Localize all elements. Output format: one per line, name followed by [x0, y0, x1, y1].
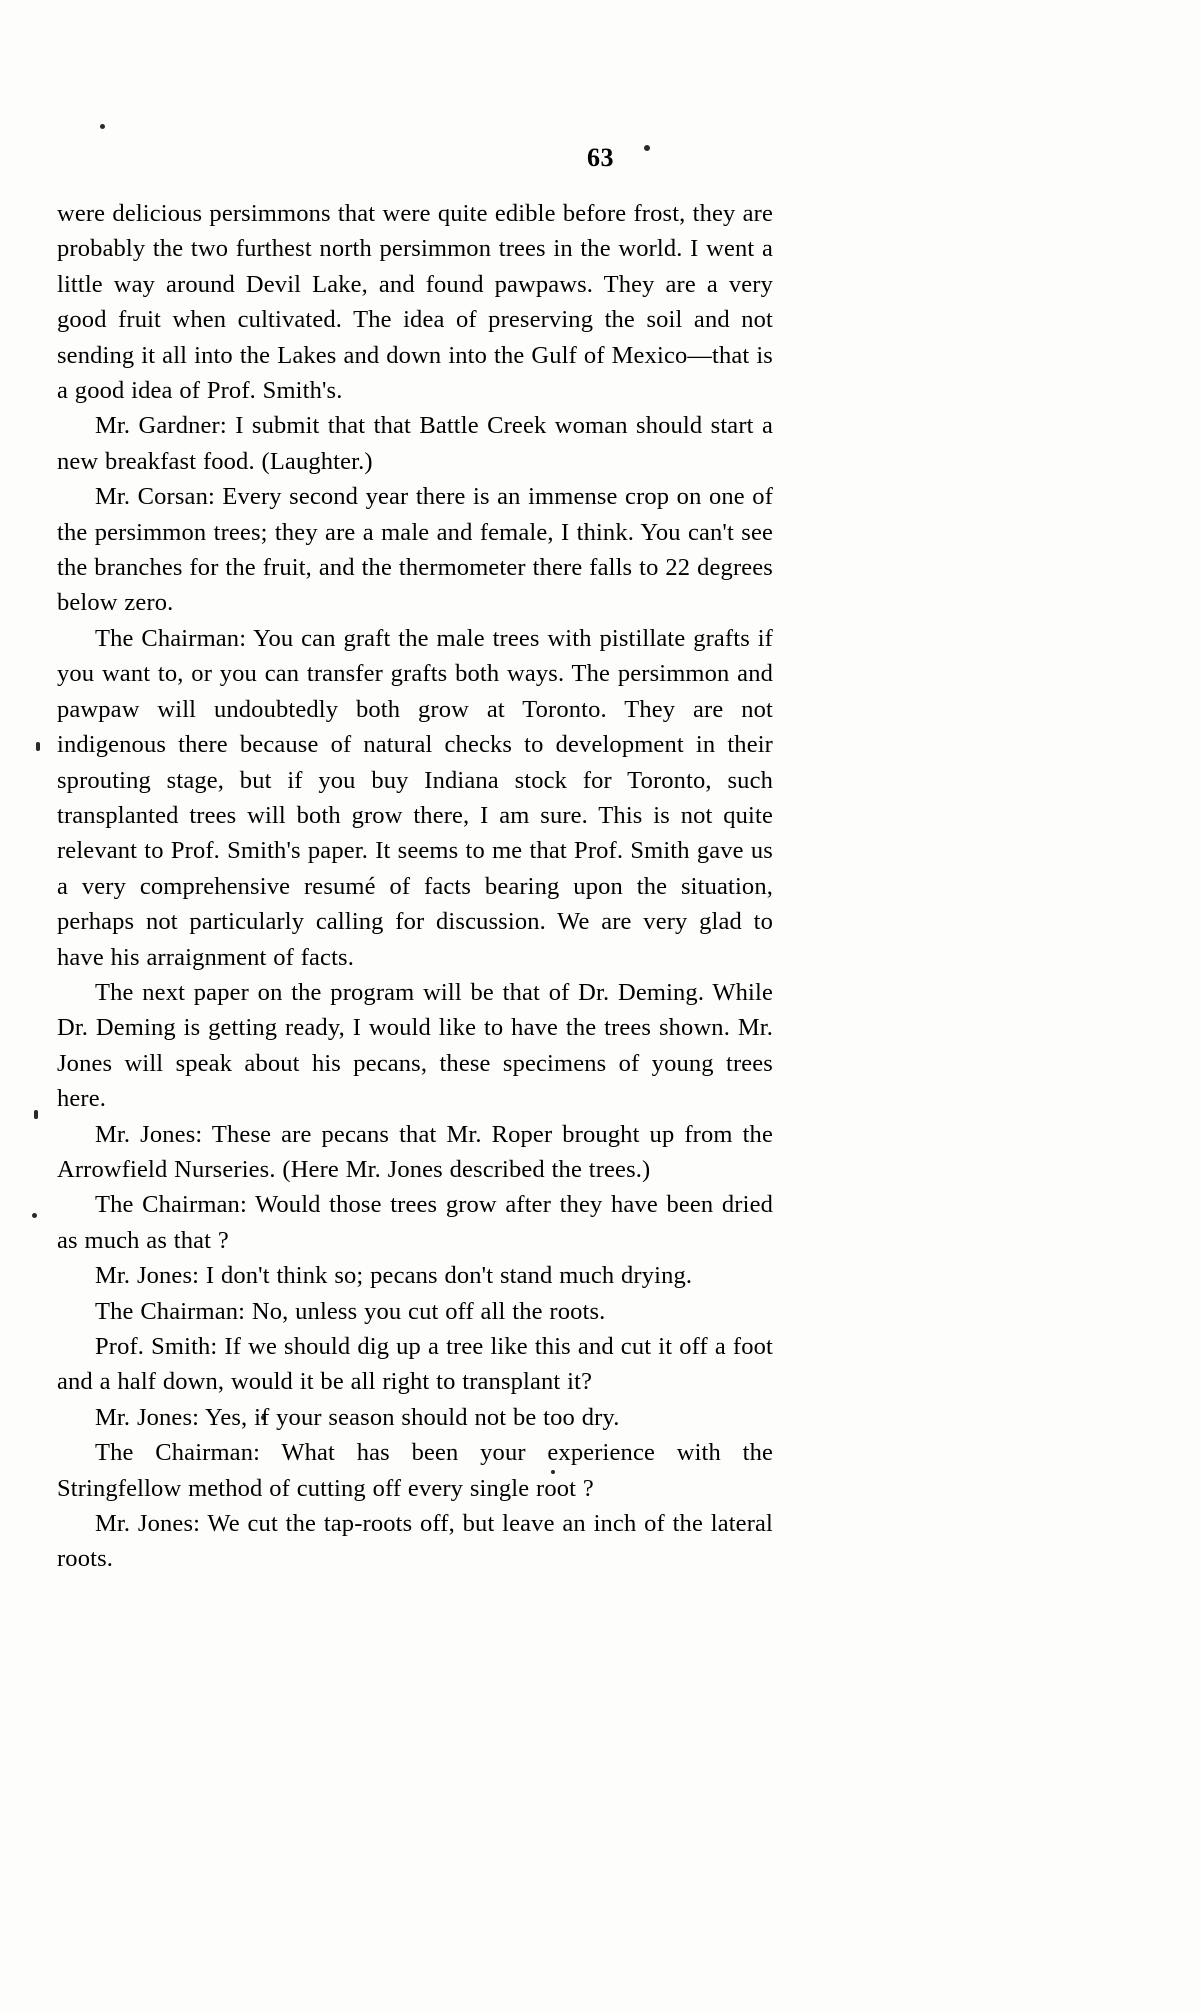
page-speck	[34, 1110, 38, 1119]
page-speck	[36, 742, 40, 751]
paragraph: Mr. Jones: I don't think so; pecans don't stand much drying.	[95, 1262, 693, 1290]
page-speck	[32, 1213, 37, 1218]
paragraph: Mr. Gardner: I submit that that Battle Creek woman should start a new breakfast food. (Laughter.)	[57, 412, 773, 475]
paragraph: Mr. Jones: These are pecans that Mr. Roper brought up from the Arrowfield Nurseries. (Here Mr. Jones described the trees.)	[57, 1120, 773, 1183]
paragraph: The Chairman: No, unless you cut off all the roots.	[95, 1297, 606, 1325]
paragraph: The Chairman: What has been your experience with the Stringfellow method of cutting off every single root ?	[57, 1439, 773, 1502]
page-body	[57, 196, 773, 1577]
paragraph: Mr. Jones: We cut the tap-roots off, but leave an inch of the lateral roots.	[57, 1510, 773, 1573]
paragraph: Mr. Jones: Yes, if your season should not be too dry.	[95, 1403, 620, 1431]
paragraph: were delicious persimmons that were quite edible before frost, they are probably the two furthest north persimmon trees in the world. I went a little way around Devil Lake, and found pawpaws. They are a very good fruit when cultivated. The idea of preserving the soil and not sending it all into the Lakes and down into the Gulf of Mexico—that is a good idea of Prof. Smith's.	[57, 200, 773, 405]
page-number: 63	[587, 143, 614, 172]
paragraph: The Chairman: You can graft the male trees with pistillate grafts if you want to, or you can transfer grafts both ways. The persimmon and pawpaw will undoubtedly both grow at Toronto. They are not indigenous there because of natural checks to development in their sprouting stage, but if you buy Indiana stock for Toronto, such transplanted trees will both grow there, I am sure. This is not quite relevant to Prof. Smith's paper. It seems to me that Prof. Smith gave us a very comprehensive resumé of facts bearing upon the situation, perhaps not particularly calling for discussion. We are very glad to have his arraignment of facts.	[57, 624, 773, 971]
paragraph: Prof. Smith: If we should dig up a tree like this and cut it off a foot and a half down, would it be all right to transplant it?	[57, 1333, 773, 1396]
paragraph: Mr. Corsan: Every second year there is an immense crop on one of the persimmon trees; they are a male and female, I think. You can't see the branches for the fruit, and the thermometer there falls to 22 degrees below zero.	[57, 483, 773, 617]
paragraph: The next paper on the program will be that of Dr. Deming. While Dr. Deming is getting ready, I would like to have the trees shown. Mr. Jones will speak about his pecans, these specimens of young trees here.	[57, 978, 773, 1113]
page-speck	[100, 124, 105, 129]
paragraph: The Chairman: Would those trees grow after they have been dried as much as that ?	[57, 1191, 773, 1254]
